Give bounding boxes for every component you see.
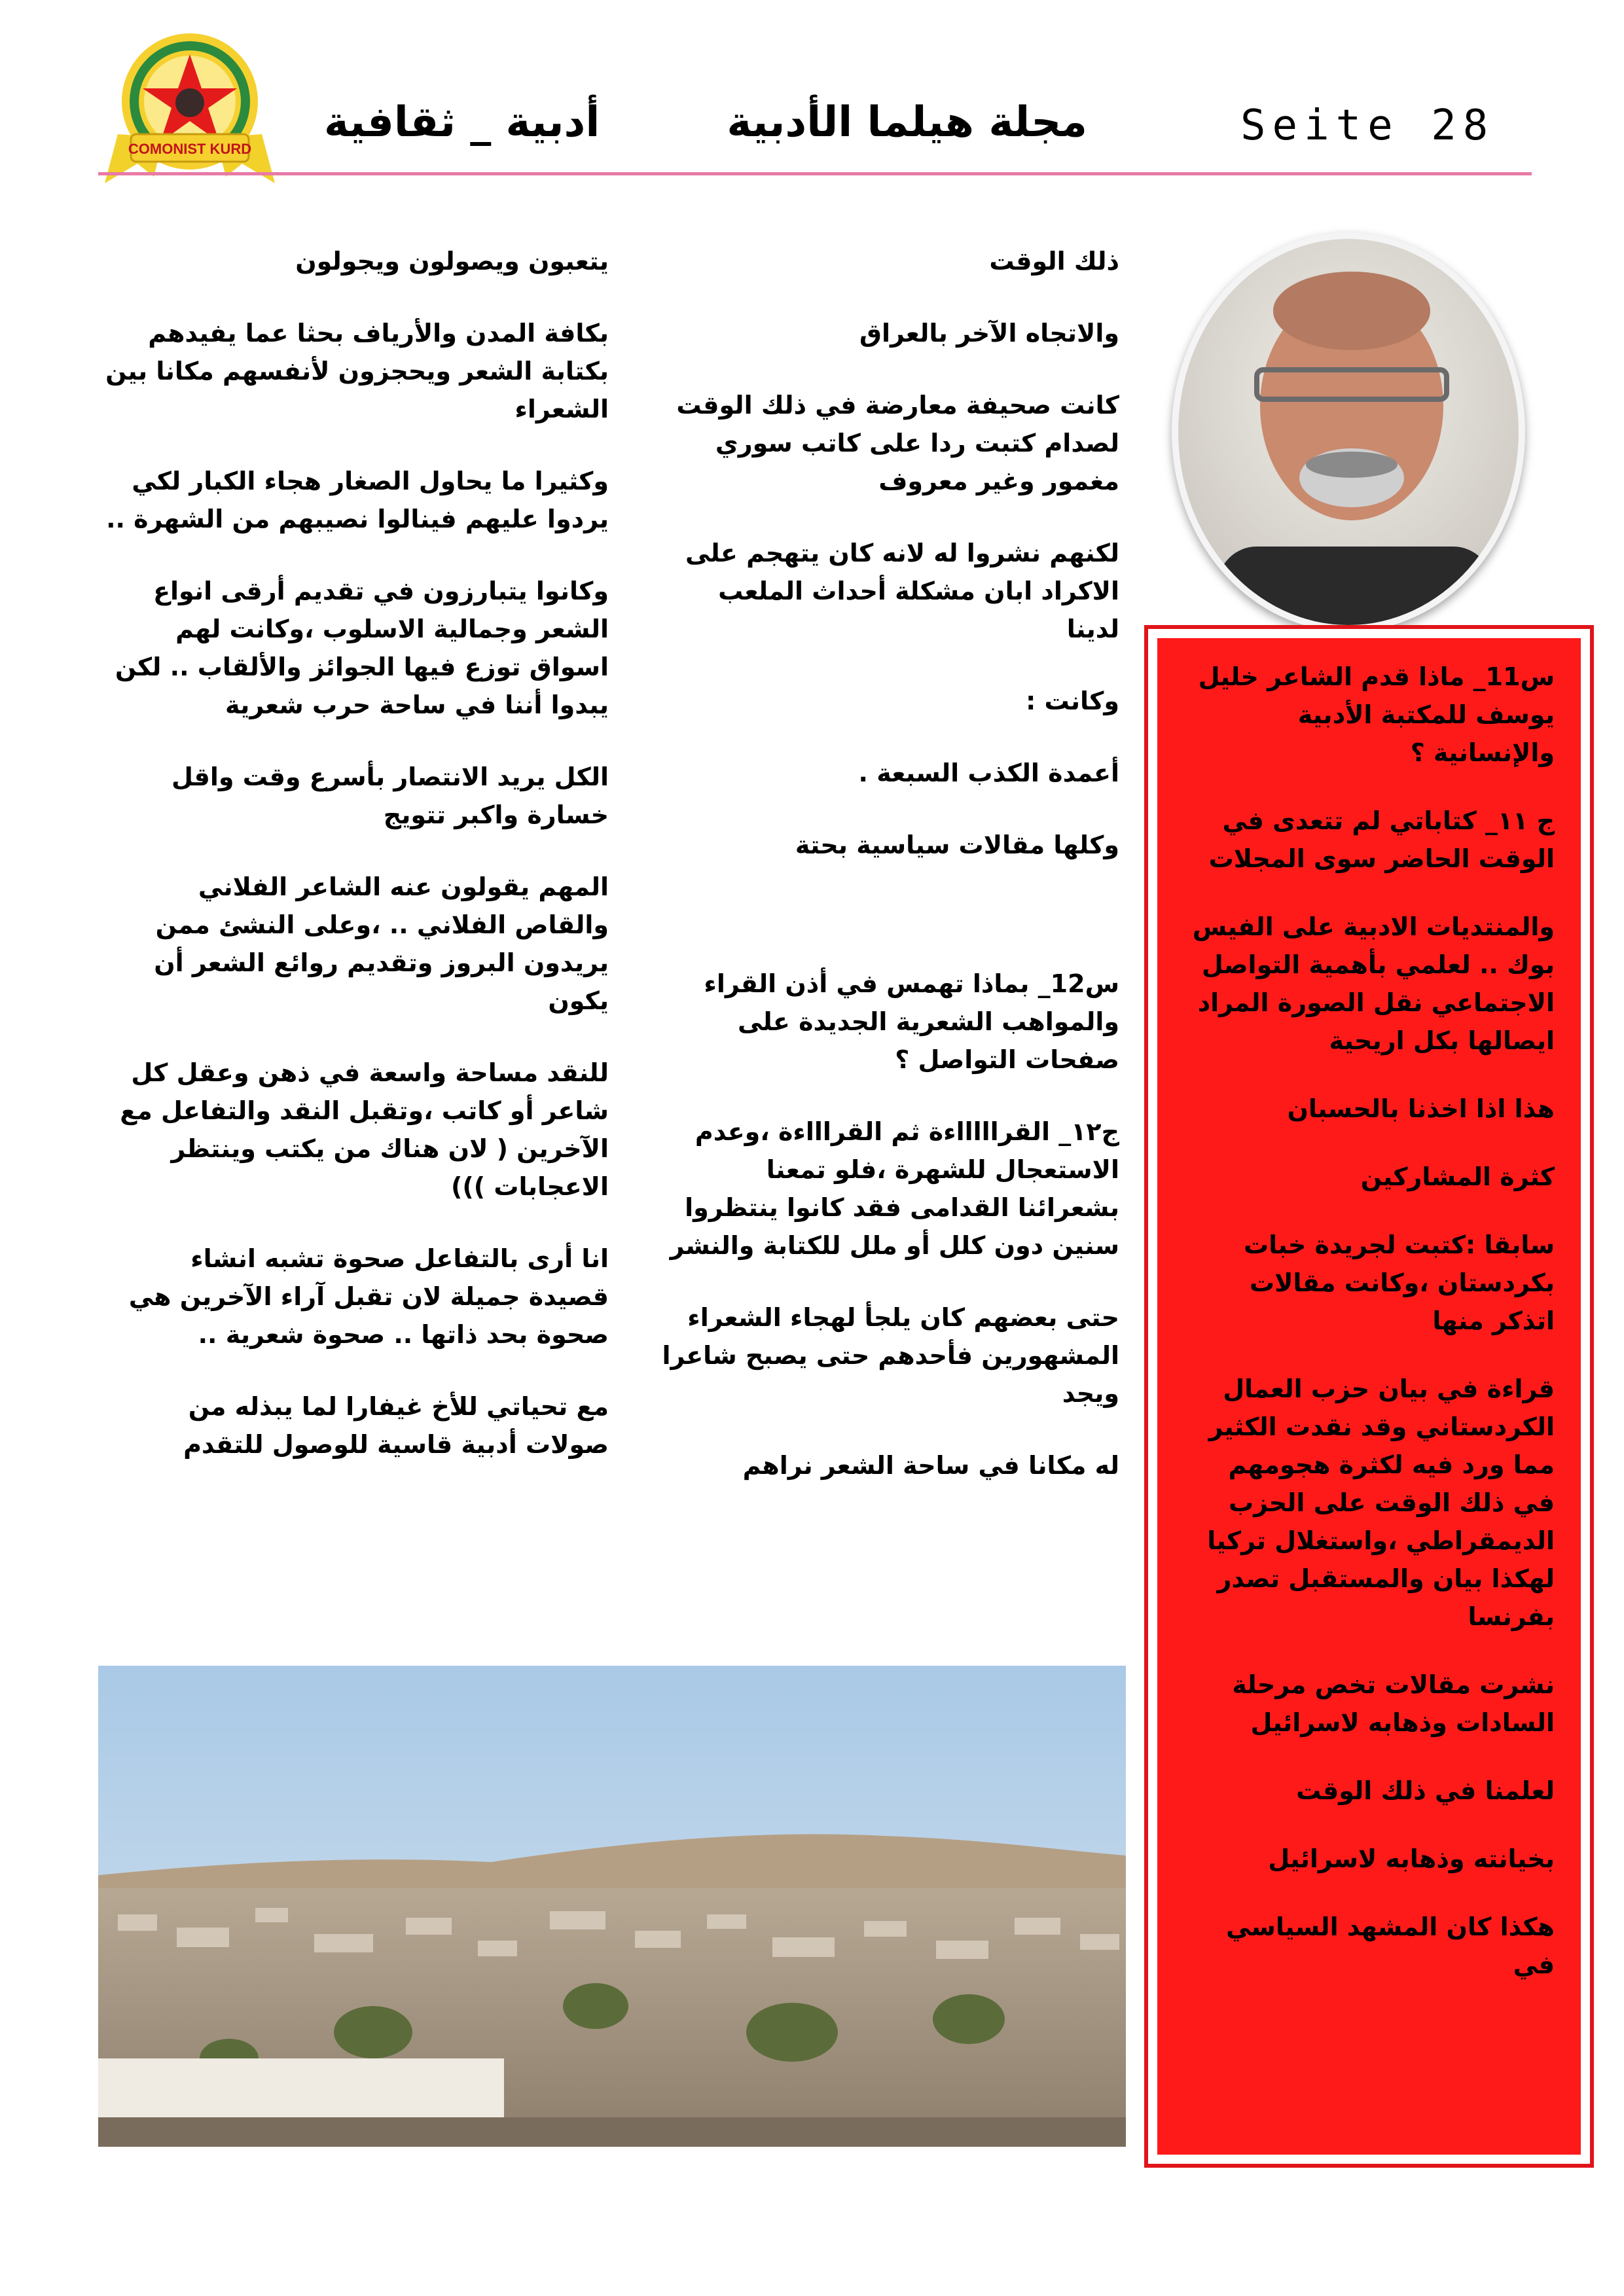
paragraph: والمنتديات الادبية على الفيس بوك .. لعلمي بأهمية التواصل الاجتماعي نقل الصورة المراد ايصالها بكل اريحية [1192, 912, 1555, 1055]
paragraph-spacer [661, 898, 1119, 931]
paragraph: المهم يقولون عنه الشاعر الفلاني والقاص الفلاني .. ،وعلى النشئ ممن يريدون البروز وتقديم روائع الشعر أن يكون [154, 872, 609, 1015]
paragraph: نشرت مقالات تخص مرحلة السادات وذهابه لاسرائيل [1232, 1670, 1555, 1737]
logo-text: COMONIST KURD [128, 141, 252, 157]
paragraph: أعمدة الكذب السبعة . [858, 759, 1119, 787]
paragraph: كثرة المشاركين [1360, 1162, 1555, 1191]
paragraph: الكل يريد الانتصار بأسرع وقت واقل خسارة واكبر تتويج [171, 762, 609, 829]
highlight-box-text [1183, 658, 1555, 2014]
header-divider [98, 172, 1532, 175]
paragraph: مع تحياتي للأخ غيفارا لما يبذله من صولات أدبية قاسية للوصول للتقدم [183, 1392, 609, 1459]
magazine-title: مجلة هيلما الأدبية [727, 98, 1087, 147]
paragraph: ذلك الوقت [989, 247, 1119, 276]
paragraph: وكانوا يتبارزون في تقديم أرقى انواع الشعر وجمالية الاسلوب ،وكانت لهم اسواق توزع فيها الجوائز والألقاب .. لكن يبدوا أننا في ساحة حرب شعرية [115, 577, 609, 719]
paragraph: هذا اذا اخذنا بالحسبان [1287, 1094, 1555, 1123]
paragraph: يتعبون ويصولون ويجولون [295, 247, 609, 276]
paragraph: لعلمنا في ذلك الوقت [1296, 1776, 1555, 1805]
paragraph: قراءة في بيان حزب العمال الكردستاني وقد نقدت الكثير مما ورد فيه لكثرة هجومهم في ذلك الوقت على الحزب الديمقراطي ،واستغلال تركيا لهكذا بيان والمستقبل تصدر بفرنسا [1207, 1374, 1555, 1631]
paragraph: ج ١١_ كتاباتي لم تتعدى في الوقت الحاضر سوى المجلات [1208, 806, 1555, 873]
paragraph: هكذا كان المشهد السياسي في [1226, 1912, 1555, 1979]
city-landscape-photo [98, 1666, 1126, 2147]
paragraph: ج١٢_ القراااااءة ثم القراااءة ،وعدم الاستعجال للشهرة ،فلو تمعنا بشعرائنا القدامى فقد كانوا ينتظروا سنين دون كلل أو ملل للكتابة والنشر [670, 1117, 1119, 1260]
paragraph: حتى بعضهم كان يلجأ لهجاء الشعراء المشهورين فأحدهم حتى يصبح شاعرا ويجد [662, 1303, 1119, 1408]
paragraph: بكافة المدن والأرياف بحثا عما يفيدهم بكتابة الشعر ويحجزون لأنفسهم مكانا بين الشعراء [105, 319, 609, 423]
paragraph: للنقد مساحة واسعة في ذهن وعقل كل شاعر أو كاتب ،وتقبل النقد والتفاعل مع الآخرين ( لان هناك من يكتب وينتظر الاعجابات ))) [120, 1058, 609, 1201]
interview-highlight-box [1144, 625, 1594, 2168]
article-column-left [105, 242, 609, 1498]
paragraph: س11_ ماذا قدم الشاعر خليل يوسف للمكتبة الأدبية والإنسانية ؟ [1198, 662, 1555, 767]
page-number: Seite 28 [1240, 101, 1495, 150]
paragraph: له مكانا في ساحة الشعر نراهم [742, 1451, 1119, 1480]
paragraph: سابقا :كتبت لجريدة خبات بكردستان ،وكانت مقالات اتذكر منها [1243, 1230, 1555, 1335]
magazine-logo [92, 29, 288, 190]
paragraph: وكلها مقالات سياسية بحتة [795, 831, 1119, 859]
paragraph: وكانت : [1026, 687, 1119, 715]
article-column-right [661, 242, 1119, 1518]
highlight-box-fill [1157, 638, 1581, 2155]
paragraph: انا أرى بالتفاعل صحوة تشبه انشاء قصيدة جميلة لان تقبل آراء الآخرين هي صحوة بحد ذاتها .. صحوة شعرية .. [128, 1244, 609, 1349]
paragraph: وكثيرا ما يحاول الصغار هجاء الكبار لكي يردوا عليهم فينالوا نصيبهم من الشهرة .. [106, 467, 609, 533]
paragraph: والاتجاه الآخر بالعراق [859, 319, 1119, 348]
author-portrait [1172, 232, 1525, 632]
section-title: أدبية _ ثقافية [324, 98, 600, 147]
paragraph: س12_ بماذا تهمس في أذن القراء والمواهب الشعرية الجديدة على صفحات التواصل ؟ [704, 969, 1119, 1074]
paragraph: كانت صحيفة معارضة في ذلك الوقت لصدام كتبت ردا على كاتب سوري مغمور وغير معروف [676, 391, 1119, 495]
paragraph: بخيانته وذهابه لاسرائيل [1268, 1844, 1555, 1873]
paragraph: لكنهم نشروا له لانه كان يتهجم على الاكراد ابان مشكلة أحداث الملعب لدينا [685, 539, 1119, 643]
